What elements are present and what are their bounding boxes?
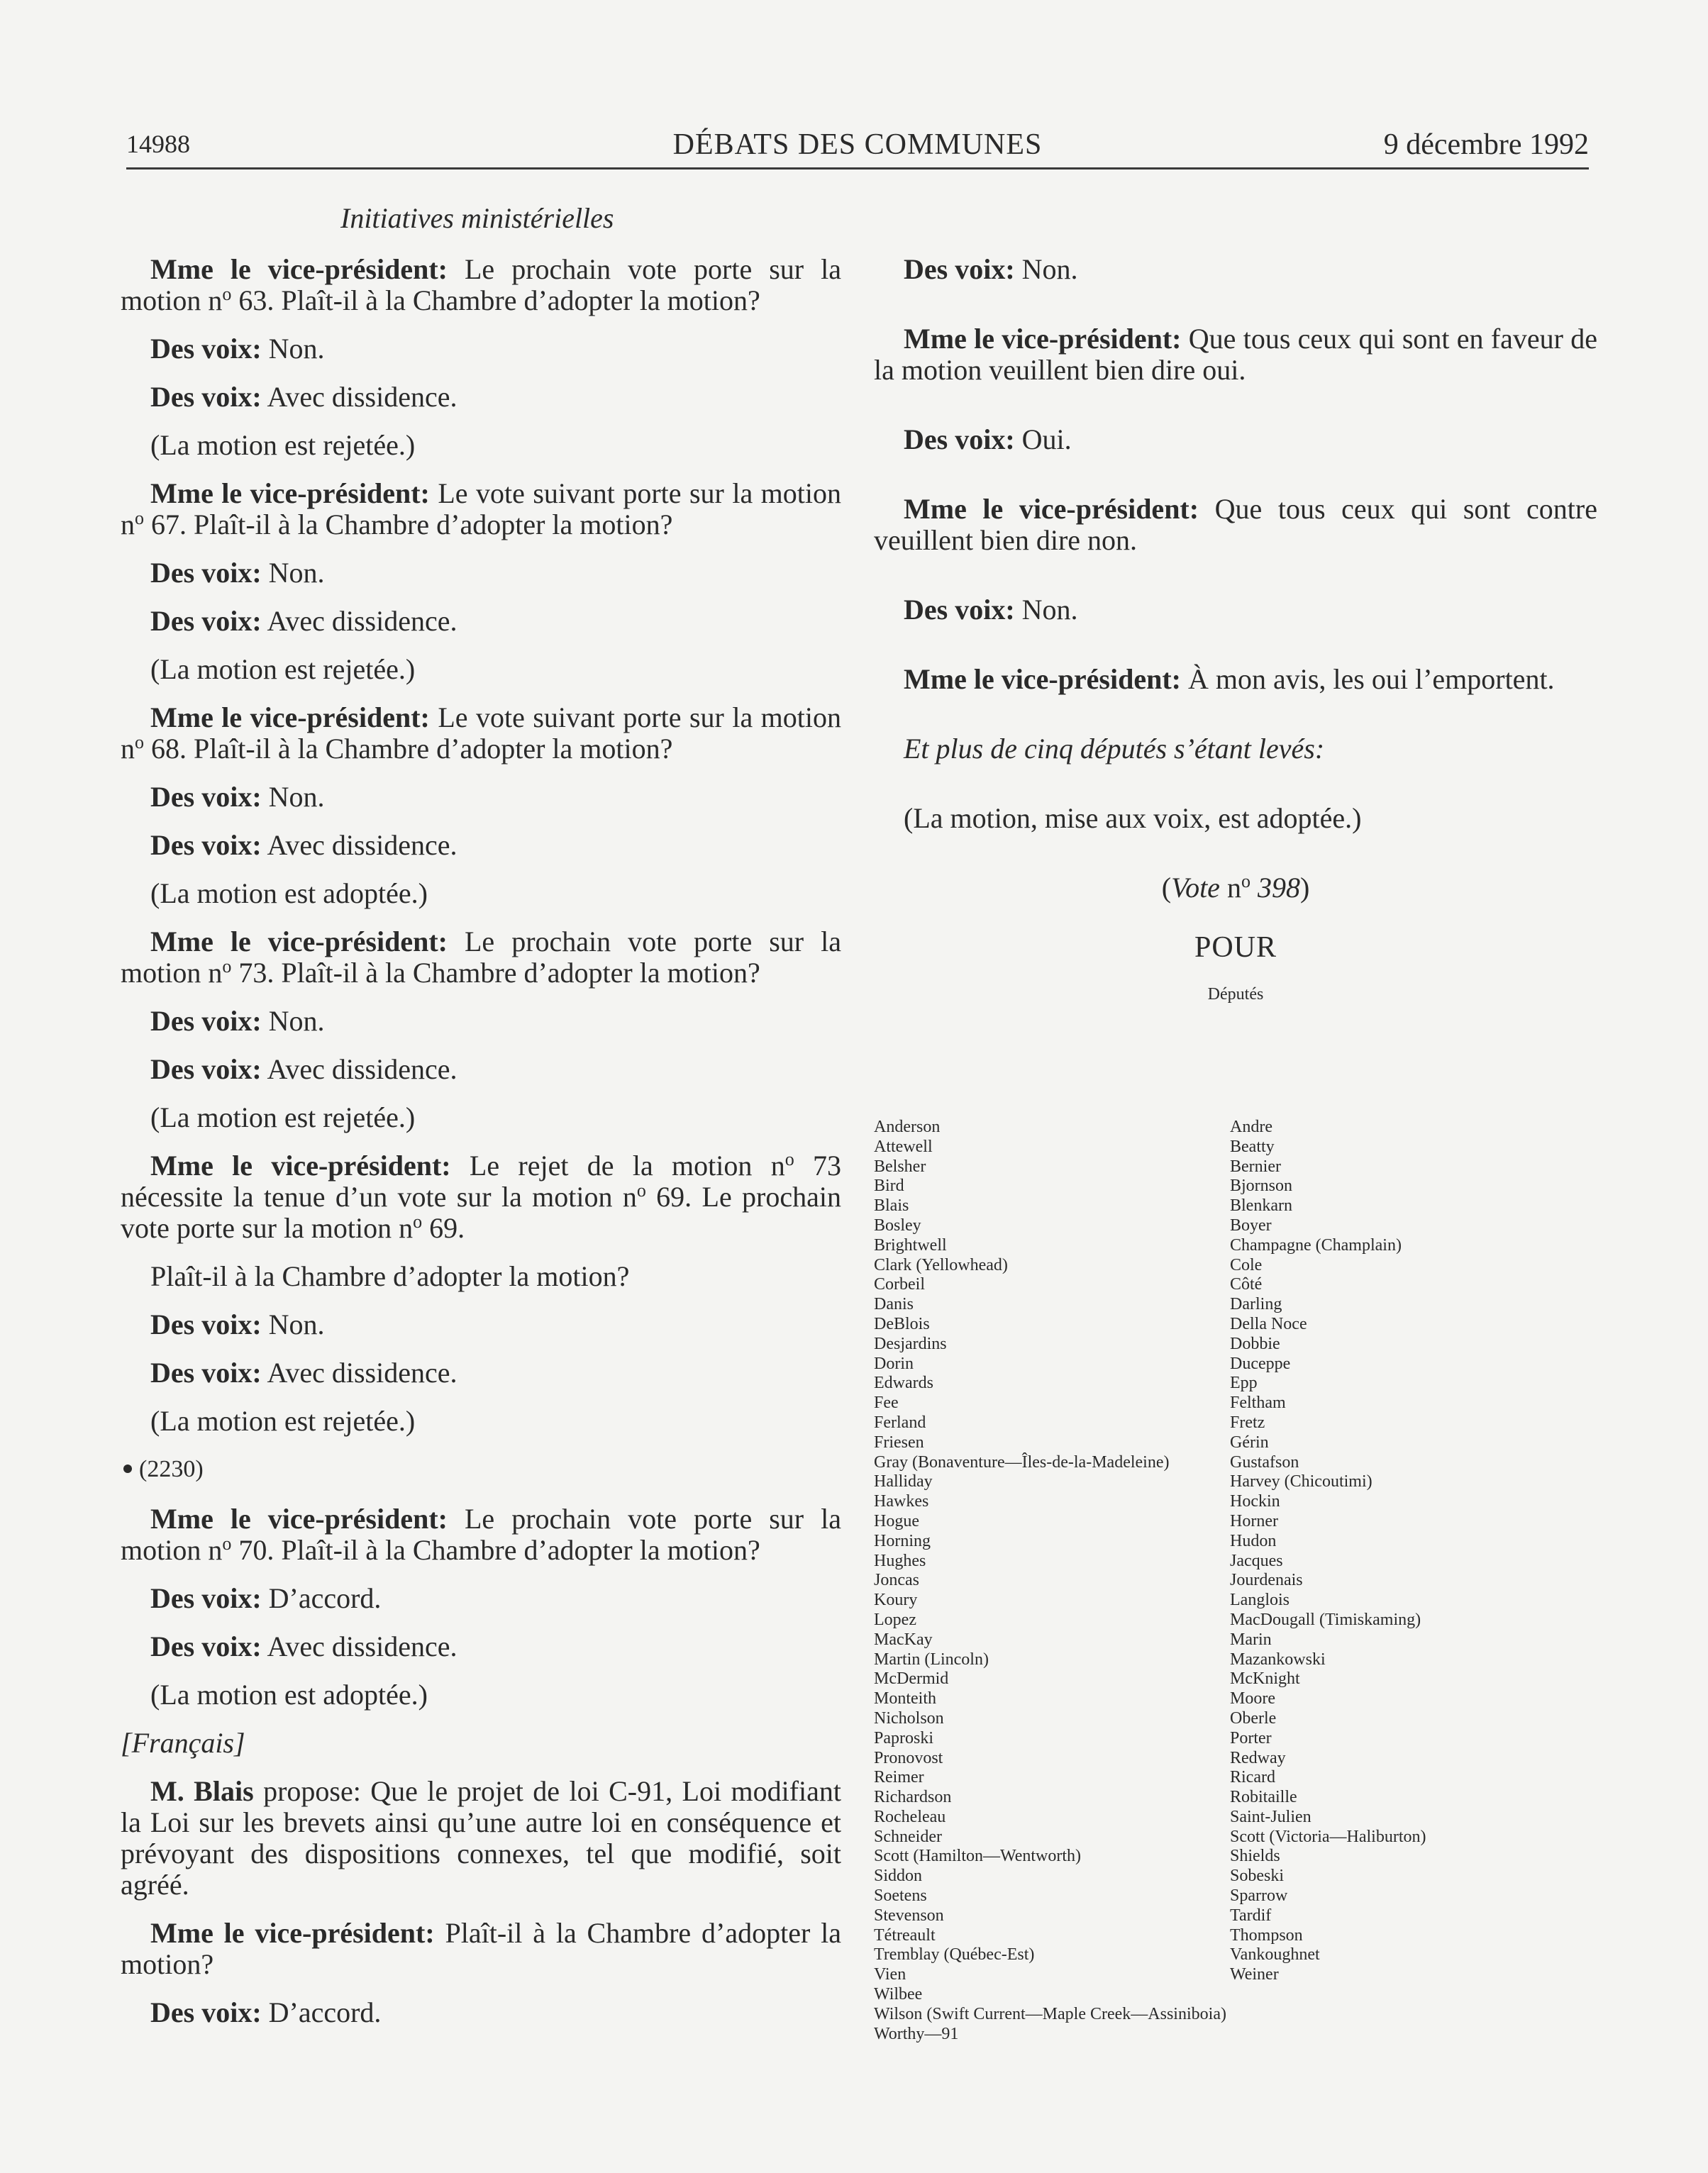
speech-vp: Mme le vice-président: Plaît-il à la Chambre d’adopter la motion? bbox=[121, 1917, 842, 1980]
member-name: Darling bbox=[1230, 1295, 1282, 1314]
speaker-label: Des voix: bbox=[904, 253, 1015, 285]
speech-vp: Mme le vice-président: Le prochain vote porte sur la motion $n^o$ 70. Plaît-il à la Chambre d’adopter la motion? bbox=[121, 1503, 841, 1566]
speech-voices: Des voix: Avec dissidence. bbox=[150, 1053, 458, 1085]
member-row bbox=[874, 1275, 1597, 1295]
member-name: Anderson bbox=[874, 1118, 941, 1136]
member-name: MacDougall (Timiskaming) bbox=[1230, 1610, 1421, 1629]
member-row bbox=[874, 1591, 1597, 1611]
speech-vp: Mme le vice-président: Le prochain vote porte sur la motion $n^o$ 63. Plaît-il à la Chambre d’adopter la motion? bbox=[121, 253, 841, 316]
member-name: Nicholson bbox=[874, 1708, 944, 1728]
members-list bbox=[874, 1118, 1597, 2044]
member-name: Boyer bbox=[1230, 1216, 1272, 1235]
member-row bbox=[874, 1867, 1597, 1886]
member-name: Weiner bbox=[1230, 1965, 1279, 1984]
member-name: Duceppe bbox=[1230, 1354, 1291, 1373]
member-name: Tardif bbox=[1230, 1906, 1272, 1925]
member-row bbox=[874, 1886, 1597, 1906]
member-name: Pronovost bbox=[874, 1748, 943, 1767]
motion-result: (La motion est rejetée.) bbox=[150, 653, 416, 685]
speech-blais: M. Blais propose: Que le projet de loi C-91, Loi modifiant la Loi sur les brevets ainsi qu’une autre loi en conséquence et prévoyant des dispositions connexes, tel que modifié, soit agréé. bbox=[121, 1775, 841, 1901]
motion-result: (La motion est rejetée.) bbox=[150, 1405, 416, 1437]
member-name: Champagne (Champlain) bbox=[1230, 1235, 1402, 1255]
member-row bbox=[874, 1355, 1597, 1374]
member-name: Côté bbox=[1230, 1275, 1263, 1294]
member-name: Danis bbox=[874, 1295, 914, 1314]
member-name: Marin bbox=[1230, 1630, 1272, 1649]
speaker-label: Des voix: bbox=[150, 1582, 262, 1614]
member-name: Belsher bbox=[874, 1157, 926, 1176]
speaker-label: Des voix: bbox=[150, 1996, 262, 2028]
deputes-heading: Députés bbox=[1207, 985, 1264, 1004]
member-row bbox=[874, 1532, 1597, 1552]
member-name: Epp bbox=[1230, 1374, 1258, 1393]
speech-voices: Des voix: Non. bbox=[904, 594, 1078, 626]
speaker-label: Mme le vice-président: bbox=[904, 493, 1199, 525]
speaker-label: Des voix: bbox=[150, 381, 262, 413]
speaker-label: Des voix: bbox=[150, 605, 262, 637]
member-name: Robitaille bbox=[1230, 1788, 1297, 1807]
member-row bbox=[874, 1453, 1597, 1473]
member-row bbox=[874, 1847, 1597, 1867]
member-name: Thompson bbox=[1230, 1925, 1303, 1945]
member-name: Shields bbox=[1230, 1847, 1280, 1866]
member-name: Sparrow bbox=[1230, 1886, 1288, 1906]
speech-voices: Des voix: Avec dissidence. bbox=[150, 381, 458, 413]
member-name: Brightwell bbox=[874, 1235, 947, 1255]
member-name: Scott (Hamilton—Wentworth) bbox=[874, 1847, 1082, 1866]
vote-number: (Vote $n^o$ 398) bbox=[1161, 871, 1310, 904]
speech-voices: Des voix: Non. bbox=[150, 1005, 325, 1037]
member-name: Gray (Bonaventure—Îles-de-la-Madeleine) bbox=[874, 1452, 1170, 1472]
member-name: Scott (Victoria—Haliburton) bbox=[1230, 1827, 1426, 1846]
member-name: Friesen bbox=[874, 1433, 924, 1452]
member-name: Paproski bbox=[874, 1728, 933, 1747]
motion-question: Plaît-il à la Chambre d’adopter la motion? bbox=[150, 1260, 630, 1292]
member-row bbox=[874, 1138, 1597, 1157]
speech-voices: Des voix: Avec dissidence. bbox=[150, 605, 458, 637]
member-name: Wilbee bbox=[874, 1985, 923, 2004]
speaker-label: Des voix: bbox=[150, 1357, 262, 1389]
member-name: Dobbie bbox=[1230, 1334, 1280, 1353]
member-name: Martin (Lincoln) bbox=[874, 1650, 989, 1669]
member-name: Edwards bbox=[874, 1374, 933, 1393]
member-name: Schneider bbox=[874, 1827, 942, 1846]
language-marker: [Français] bbox=[121, 1727, 245, 1759]
member-name: Ricard bbox=[1230, 1768, 1275, 1787]
member-row bbox=[874, 1374, 1597, 1394]
speaker-label: Mme le vice-président: bbox=[904, 663, 1181, 695]
motion-result: (La motion est adoptée.) bbox=[150, 1679, 428, 1711]
speaker-label: M. Blais bbox=[150, 1775, 254, 1807]
member-row bbox=[874, 1571, 1597, 1591]
right-column bbox=[874, 254, 1597, 1028]
motion-result: (La motion est rejetée.) bbox=[150, 429, 416, 461]
member-row bbox=[874, 1196, 1597, 1216]
member-row bbox=[874, 2025, 1597, 2045]
header-rule bbox=[126, 167, 1589, 169]
sitting-date: 9 décembre 1992 bbox=[1383, 128, 1589, 161]
member-name: Tétreault bbox=[874, 1925, 936, 1945]
speaker-label: Mme le vice-président: bbox=[904, 323, 1182, 355]
member-name: Beatty bbox=[1230, 1137, 1275, 1156]
speech-voices: Des voix: D’accord. bbox=[150, 1582, 382, 1614]
time-reference: (2230) bbox=[121, 1454, 841, 1485]
member-name: Feltham bbox=[1230, 1394, 1286, 1413]
speaker-label: Des voix: bbox=[150, 333, 262, 365]
member-row bbox=[874, 1926, 1597, 1946]
member-name: Tremblay (Québec-Est) bbox=[874, 1945, 1035, 1964]
motion-result: (La motion, mise aux voix, est adoptée.) bbox=[904, 802, 1362, 834]
member-row bbox=[874, 1729, 1597, 1749]
stage-direction: Et plus de cinq députés s’étant levés: bbox=[904, 733, 1325, 765]
member-row bbox=[874, 1157, 1597, 1177]
member-row bbox=[874, 1118, 1597, 1138]
member-name: Horner bbox=[1230, 1511, 1278, 1530]
speech-vp: Mme le vice-président: Le prochain vote porte sur la motion $n^o$ 73. Plaît-il à la Chambre d’adopter la motion? bbox=[121, 926, 841, 989]
member-name: Desjardins bbox=[874, 1334, 947, 1353]
member-name: Hudon bbox=[1230, 1531, 1277, 1550]
member-name: Bosley bbox=[874, 1216, 921, 1235]
member-name: Corbeil bbox=[874, 1275, 925, 1294]
member-name: Hogue bbox=[874, 1511, 919, 1530]
member-row bbox=[874, 1965, 1597, 1985]
member-name: Jourdenais bbox=[1230, 1571, 1303, 1590]
member-name: Soetens bbox=[874, 1886, 927, 1906]
speaker-label: Des voix: bbox=[150, 781, 262, 813]
page-header bbox=[126, 122, 1589, 172]
speech-voices: Des voix: Non. bbox=[150, 333, 325, 365]
speech-voices: Des voix: Non. bbox=[904, 253, 1078, 285]
member-name: Andre bbox=[1230, 1118, 1272, 1136]
member-name: Attewell bbox=[874, 1137, 933, 1156]
member-name: McKnight bbox=[1230, 1669, 1300, 1689]
member-row bbox=[874, 1630, 1597, 1650]
speaker-label: Mme le vice-président: bbox=[150, 477, 430, 509]
speaker-label: Des voix: bbox=[904, 594, 1015, 626]
member-row bbox=[874, 1236, 1597, 1256]
speech-vp: Mme le vice-président: Que tous ceux qui sont en faveur de la motion veuillent bien dire oui. bbox=[874, 323, 1597, 386]
member-name: Vankoughnet bbox=[1230, 1945, 1320, 1964]
member-row bbox=[874, 1906, 1597, 1926]
member-row bbox=[874, 1788, 1597, 1808]
speaker-label: Mme le vice-président: bbox=[150, 253, 448, 285]
member-row bbox=[874, 1413, 1597, 1433]
motion-result: (La motion est adoptée.) bbox=[150, 877, 428, 909]
member-name: Harvey (Chicoutimi) bbox=[1230, 1472, 1372, 1491]
speech-vp: Mme le vice-président: Le rejet de la motion $n^o$ 73 nécessite la tenue d’un vote sur la motion $n^o$ 69. Le prochain vote porte sur la motion $n^o$ 69. bbox=[121, 1149, 842, 1244]
member-name: Saint-Julien bbox=[1230, 1807, 1312, 1826]
speaker-label: Des voix: bbox=[150, 1005, 262, 1037]
member-name: Blais bbox=[874, 1196, 909, 1216]
member-name: Rocheleau bbox=[874, 1807, 946, 1826]
member-name: Stevenson bbox=[874, 1906, 944, 1925]
member-name: Mazankowski bbox=[1230, 1650, 1326, 1669]
member-name: Oberle bbox=[1230, 1708, 1277, 1728]
motion-result: (La motion est rejetée.) bbox=[150, 1101, 416, 1133]
member-name: Hockin bbox=[1230, 1492, 1280, 1511]
member-name: Richardson bbox=[874, 1788, 952, 1807]
member-row bbox=[874, 1552, 1597, 1572]
member-name: DeBlois bbox=[874, 1314, 930, 1333]
member-name: Blenkarn bbox=[1230, 1196, 1292, 1216]
member-row bbox=[874, 1828, 1597, 1847]
pour-heading: POUR bbox=[1194, 931, 1277, 964]
member-row bbox=[874, 2005, 1597, 2025]
member-name: Fretz bbox=[1230, 1413, 1265, 1432]
member-row bbox=[874, 1492, 1597, 1512]
member-row bbox=[874, 1335, 1597, 1355]
member-name: Cole bbox=[1230, 1255, 1263, 1274]
member-name: McDermid bbox=[874, 1669, 949, 1689]
speaker-label: Des voix: bbox=[150, 1053, 262, 1085]
member-row bbox=[874, 1689, 1597, 1709]
member-row bbox=[874, 1216, 1597, 1236]
bullet-icon bbox=[123, 1465, 132, 1473]
speech-vp: Mme le vice-président: À mon avis, les oui l’emportent. bbox=[904, 663, 1555, 695]
member-row bbox=[874, 1985, 1597, 2005]
member-name: Horning bbox=[874, 1531, 931, 1550]
speech-voices: Des voix: D’accord. bbox=[150, 1996, 382, 2028]
speech-voices: Des voix: Non. bbox=[150, 557, 325, 589]
member-row bbox=[874, 1256, 1597, 1276]
left-column bbox=[121, 254, 841, 2045]
member-name: Gérin bbox=[1230, 1433, 1269, 1452]
member-name: Redway bbox=[1230, 1748, 1286, 1767]
member-row bbox=[874, 1669, 1597, 1689]
member-row bbox=[874, 1945, 1597, 1965]
speech-vp: Mme le vice-président: Que tous ceux qui sont contre veuillent bien dire non. bbox=[874, 493, 1597, 556]
member-name: MacKay bbox=[874, 1630, 933, 1649]
member-name: Della Noce bbox=[1230, 1314, 1307, 1333]
member-name: Reimer bbox=[874, 1768, 924, 1787]
member-name: Fee bbox=[874, 1394, 899, 1413]
member-name: Bernier bbox=[1230, 1157, 1281, 1176]
member-name: Jacques bbox=[1230, 1551, 1283, 1570]
member-name: Joncas bbox=[874, 1571, 919, 1590]
member-row bbox=[874, 1315, 1597, 1335]
member-row bbox=[874, 1768, 1597, 1788]
member-name: Clark (Yellowhead) bbox=[874, 1255, 1008, 1274]
member-name: Worthy—91 bbox=[874, 2024, 959, 2043]
page-number: 14988 bbox=[126, 130, 190, 158]
speaker-label: Mme le vice-président: bbox=[150, 1150, 451, 1182]
member-name: Hawkes bbox=[874, 1492, 929, 1511]
member-name: Porter bbox=[1230, 1728, 1272, 1747]
member-name: Siddon bbox=[874, 1867, 923, 1886]
member-name: Vien bbox=[874, 1965, 906, 1984]
member-name: Bird bbox=[874, 1177, 904, 1196]
member-row bbox=[874, 1650, 1597, 1670]
member-name: Koury bbox=[874, 1591, 918, 1610]
speaker-label: Des voix: bbox=[150, 1630, 262, 1662]
speech-vp: Mme le vice-président: Le vote suivant porte sur la motion $n^o$ 67. Plaît-il à la Chambre d’adopter la motion? bbox=[121, 477, 842, 540]
member-name: Langlois bbox=[1230, 1591, 1290, 1610]
section-title: Initiatives ministérielles bbox=[340, 202, 614, 234]
member-row bbox=[874, 1808, 1597, 1828]
speaker-label: Des voix: bbox=[150, 557, 262, 589]
member-row bbox=[874, 1433, 1597, 1453]
member-name: Halliday bbox=[874, 1472, 933, 1491]
speech-voices: Des voix: Avec dissidence. bbox=[150, 1630, 458, 1662]
speaker-label: Mme le vice-président: bbox=[150, 701, 430, 733]
speaker-label: Des voix: bbox=[150, 829, 262, 861]
member-row bbox=[874, 1709, 1597, 1729]
member-row bbox=[874, 1394, 1597, 1413]
speaker-label: Mme le vice-président: bbox=[150, 1917, 435, 1949]
speech-voices: Des voix: Avec dissidence. bbox=[150, 829, 458, 861]
member-name: Hughes bbox=[874, 1551, 926, 1570]
speech-voices: Des voix: Non. bbox=[150, 781, 325, 813]
member-name: Monteith bbox=[874, 1689, 936, 1708]
speech-vp: Mme le vice-président: Le vote suivant porte sur la motion $n^o$ 68. Plaît-il à la Chambre d’adopter la motion? bbox=[121, 701, 842, 765]
member-name: Wilson (Swift Current—Maple Creek—Assiniboia) bbox=[874, 2004, 1226, 2023]
member-name: Moore bbox=[1230, 1689, 1275, 1708]
member-name: Lopez bbox=[874, 1610, 916, 1629]
member-row bbox=[874, 1749, 1597, 1769]
member-row bbox=[874, 1512, 1597, 1532]
speaker-label: Des voix: bbox=[904, 423, 1015, 455]
member-row bbox=[874, 1295, 1597, 1315]
speaker-label: Mme le vice-président: bbox=[150, 1503, 448, 1535]
speaker-label: Des voix: bbox=[150, 1308, 262, 1340]
member-name: Bjornson bbox=[1230, 1177, 1293, 1196]
publication-title: DÉBATS DES COMMUNES bbox=[672, 128, 1043, 161]
speech-voices: Des voix: Avec dissidence. bbox=[150, 1357, 458, 1389]
member-name: Gustafson bbox=[1230, 1452, 1299, 1472]
member-row bbox=[874, 1472, 1597, 1492]
speech-voices: Des voix: Oui. bbox=[904, 423, 1072, 455]
member-name: Dorin bbox=[874, 1354, 914, 1373]
speech-voices: Des voix: Non. bbox=[150, 1308, 325, 1340]
speaker-label: Mme le vice-président: bbox=[150, 926, 448, 957]
member-row bbox=[874, 1177, 1597, 1196]
member-row bbox=[874, 1611, 1597, 1630]
member-name: Ferland bbox=[874, 1413, 926, 1432]
member-name: Sobeski bbox=[1230, 1867, 1285, 1886]
